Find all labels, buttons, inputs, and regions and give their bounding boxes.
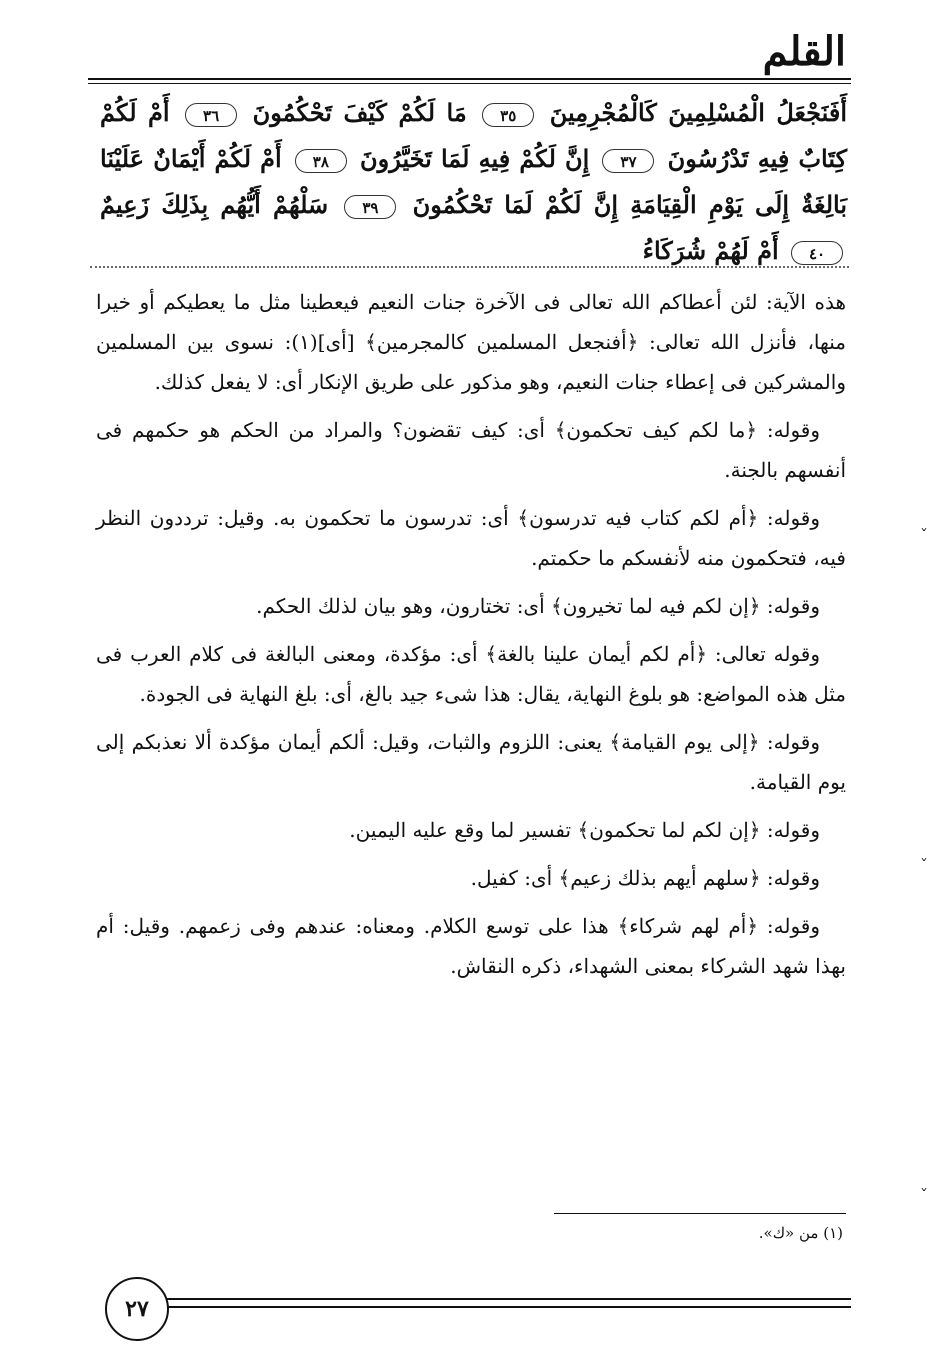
verse-text: مَا لَكُمْ كَيْفَ تَحْكُمُونَ xyxy=(252,98,467,127)
quran-verses xyxy=(100,90,847,274)
commentary-paragraph: وقوله: ﴿إن لكم فيه لما تخيرون﴾ أى: تختارون، وهو بيان لذلك الحكم. xyxy=(256,594,820,618)
verse-text: سَلْهُمْ أَيُّهُم بِذَلِكَ زَعِيمٌ xyxy=(100,190,329,219)
verse-text: أَمْ لَكُمْ كِتَابٌ فِيهِ تَدْرُسُونَ xyxy=(100,98,848,173)
header-rule xyxy=(88,78,851,84)
verse-number-ornament: ٣٧ xyxy=(602,149,654,173)
commentary-body xyxy=(96,282,846,994)
verse-text: أَمْ لَهُمْ شُرَكَاءُ xyxy=(642,236,779,265)
footnote-rule xyxy=(554,1213,846,1214)
bottom-rule xyxy=(160,1298,851,1308)
surah-title: القلم xyxy=(762,28,846,75)
commentary-paragraph: هذه الآية: لئن أعطاكم الله تعالى فى الآخرة جنات النعيم فيعطينا مثل ما يعطيكم أو خيرا منها، فأنزل الله تعالى: ﴿أفنجعل المسلمين كالمجرمين﴾ [أى](١): نسوى بين المسلمين والمشركين فى إعطاء جنات النعيم، وهو مذكور على طريق الإنكار أى: لا يفعل كذلك. xyxy=(96,290,846,394)
commentary-paragraph: وقوله تعالى: ﴿أم لكم أيمان علينا بالغة﴾ أى: مؤكدة، ومعنى البالغة فى كلام العرب فى مثل هذه المواضع: هو بلوغ النهاية، يقال: هذا شىء جيد بالغ، أى: بلغ النهاية فى الجودة. xyxy=(96,642,846,706)
commentary-paragraph: وقوله: ﴿أم لكم كتاب فيه تدرسون﴾ أى: تدرسون ما تحكمون به. وقيل: ترددون النظر فيه، فتحكمون منه لأنفسكم ما حكمتم. xyxy=(96,506,846,570)
commentary-paragraph: وقوله: ﴿ما لكم كيف تحكمون﴾ أى: كيف تقضون؟ والمراد من الحكم هو حكمهم فى أنفسهم بالجنة. xyxy=(96,418,846,482)
commentary-paragraph: وقوله: ﴿سلهم أيهم بذلك زعيم﴾ أى: كفيل. xyxy=(470,866,820,890)
verse-number-ornament: ٣٦ xyxy=(185,103,237,127)
verse-number-ornament: ٣٥ xyxy=(482,103,534,127)
verse-text: إِنَّ لَكُمْ فِيهِ لَمَا تَخَيَّرُونَ xyxy=(359,144,590,173)
commentary-paragraph: وقوله: ﴿إلى يوم القيامة﴾ يعنى: اللزوم والثبات، وقيل: ألكم أيمان مؤكدة ألا نعذبكم إلى يوم القيامة. xyxy=(96,730,846,794)
margin-mark: ˯ xyxy=(920,842,928,861)
footnote: (١) من «ك». xyxy=(758,1224,843,1242)
dotted-separator xyxy=(90,266,849,268)
verse-number-ornament: ٤٠ xyxy=(791,241,843,265)
page-number-circle xyxy=(105,1277,169,1341)
verse-number-ornament: ٣٨ xyxy=(295,149,347,173)
commentary-paragraph: وقوله: ﴿إن لكم لما تحكمون﴾ تفسير لما وقع عليه اليمين. xyxy=(349,818,820,842)
verse-text: أَمْ لَكُمْ أَيْمَانٌ عَلَيْنَا بَالِغَةٌ إِلَى يَوْمِ الْقِيَامَةِ إِنَّ لَكُمْ لَمَا تَحْكُمُونَ xyxy=(100,144,848,219)
verse-text: أَفَنَجْعَلُ الْمُسْلِمِينَ كَالْمُجْرِمِينَ xyxy=(549,98,847,127)
page-number: ٢٧ xyxy=(125,1296,149,1322)
commentary-paragraph: وقوله: ﴿أم لهم شركاء﴾ هذا على توسع الكلام. ومعناه: عندهم وفى زعمهم. وقيل: أم بهذا شهد الشركاء بمعنى الشهداء، ذكره النقاش. xyxy=(96,914,846,978)
margin-mark: ˯ xyxy=(920,1172,928,1191)
verse-number-ornament: ٣٩ xyxy=(344,195,396,219)
margin-mark: ˯ xyxy=(920,512,928,531)
